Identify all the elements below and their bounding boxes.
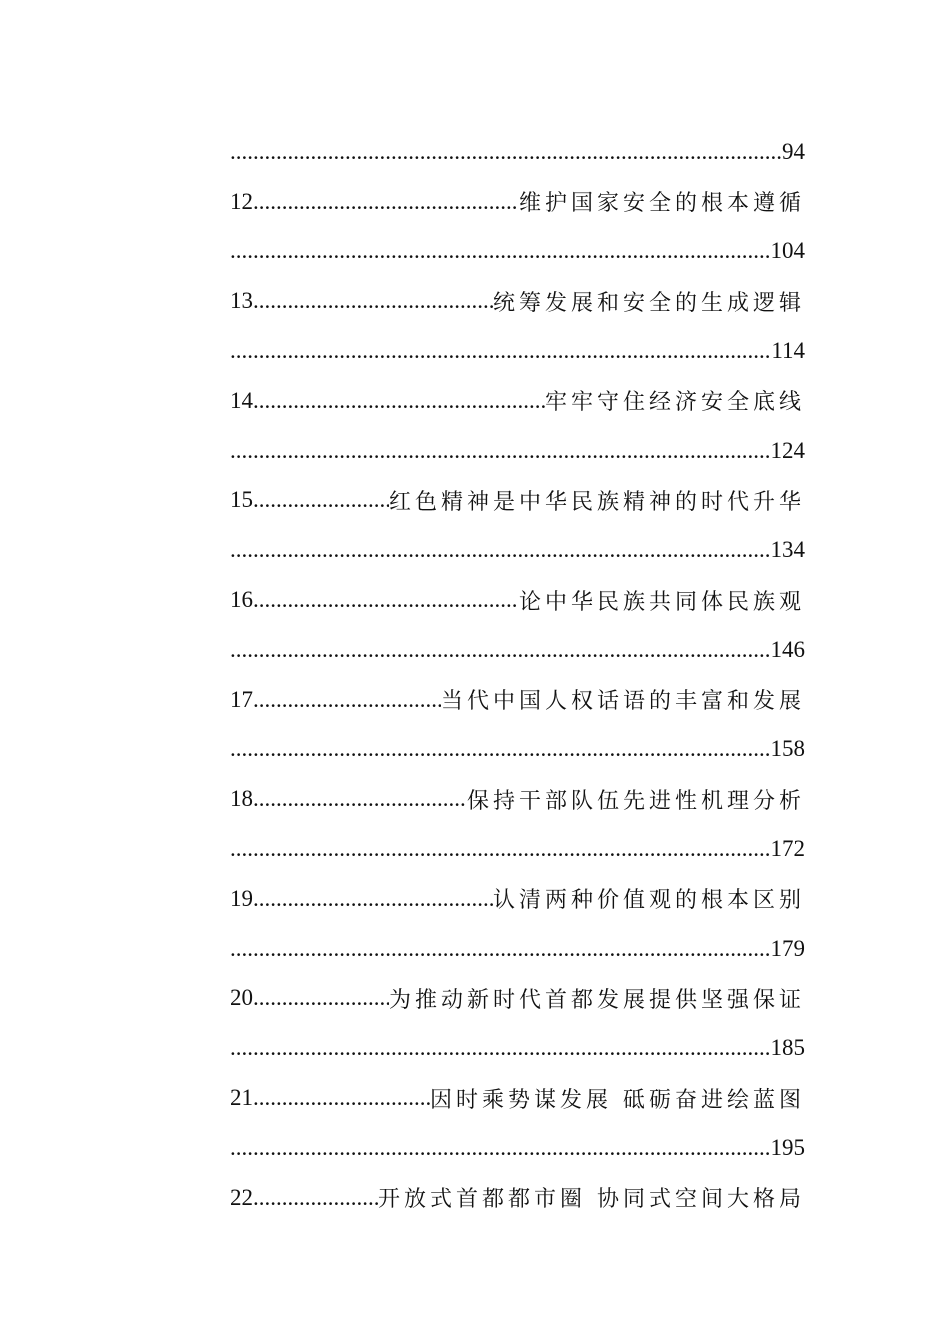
table-of-contents (230, 127, 805, 1223)
toc-entry (230, 974, 805, 1024)
dot-leader (253, 587, 519, 613)
toc-entry-number: 20 (230, 985, 253, 1011)
dot-leader (230, 139, 782, 165)
toc-entry-number: 22 (230, 1184, 253, 1210)
toc-page-number: 134 (770, 537, 805, 563)
toc-page-number: 158 (770, 736, 805, 762)
toc-page-number: 172 (770, 836, 805, 862)
toc-entry (230, 1073, 805, 1123)
toc-entry (230, 575, 805, 625)
dot-leader (230, 438, 771, 464)
toc-entry-title: 为推动新时代首都发展提供坚强保证 (388, 987, 805, 1013)
toc-page-number: 124 (770, 437, 805, 463)
toc-entry-number: 21 (230, 1085, 253, 1111)
toc-page-number: 146 (770, 636, 805, 662)
toc-entry-number: 17 (230, 686, 253, 712)
toc-entry-number: 12 (230, 188, 253, 214)
dot-leader (253, 786, 467, 812)
toc-entry (230, 177, 805, 227)
toc-page-line (230, 326, 805, 376)
toc-entry (230, 675, 805, 725)
toc-entry-title: 统筹发展和安全的生成逻辑 (492, 290, 805, 316)
dot-leader (230, 338, 771, 364)
toc-page-line (230, 127, 805, 177)
dot-leader (230, 936, 771, 962)
toc-page-line (230, 1023, 805, 1073)
dot-leader (230, 1035, 771, 1061)
toc-entry-number: 14 (230, 387, 253, 413)
toc-entry-title: 红色精神是中华民族精神的时代升华 (388, 489, 805, 515)
toc-entry-number: 16 (230, 587, 253, 613)
toc-entry-title: 维护国家安全的根本遵循 (518, 191, 805, 217)
toc-page-number: 94 (782, 138, 805, 164)
dot-leader (253, 1185, 378, 1211)
toc-entry-number: 15 (230, 487, 253, 513)
toc-entry-number: 13 (230, 288, 253, 314)
dot-leader (230, 1135, 771, 1161)
toc-page-line (230, 525, 805, 575)
toc-entry (230, 376, 805, 426)
toc-page-number: 114 (771, 338, 805, 364)
toc-page-line (230, 227, 805, 277)
dot-leader (253, 288, 493, 314)
dot-leader (230, 736, 771, 762)
toc-page-number: 104 (770, 238, 805, 264)
toc-entry (230, 476, 805, 526)
toc-entry-title: 论中华民族共同体民族观 (518, 589, 805, 615)
toc-entry-title: 因时乘势谋发展 砥砺奋进绘蓝图 (430, 1087, 805, 1113)
toc-entry (230, 874, 805, 924)
dot-leader (230, 836, 771, 862)
dot-leader (230, 637, 771, 663)
dot-leader (253, 886, 493, 912)
toc-entry (230, 276, 805, 326)
toc-entry-title: 当代中国人权话语的丰富和发展 (440, 689, 805, 715)
toc-entry-number: 19 (230, 885, 253, 911)
dot-leader (253, 487, 389, 513)
toc-page-number: 195 (770, 1134, 805, 1160)
toc-page-number: 179 (770, 935, 805, 961)
toc-page-line (230, 625, 805, 675)
dot-leader (253, 189, 519, 215)
toc-entry-title: 牢牢守住经济安全底线 (544, 390, 805, 416)
dot-leader (230, 537, 771, 563)
toc-entry-title: 开放式首都都市圈 协同式空间大格局 (378, 1187, 805, 1213)
toc-page-line (230, 426, 805, 476)
dot-leader (230, 238, 771, 264)
toc-page-line (230, 924, 805, 974)
dot-leader (253, 687, 441, 713)
toc-page-line (230, 1123, 805, 1173)
toc-page-number: 185 (770, 1035, 805, 1061)
dot-leader (253, 985, 389, 1011)
dot-leader (253, 1085, 430, 1111)
toc-page-line (230, 725, 805, 775)
toc-entry-title: 认清两种价值观的根本区别 (492, 888, 805, 914)
toc-entry (230, 1173, 805, 1223)
toc-entry (230, 774, 805, 824)
dot-leader (253, 388, 545, 414)
toc-entry-title: 保持干部队伍先进性机理分析 (466, 788, 805, 814)
toc-entry-number: 18 (230, 786, 253, 812)
toc-page-line (230, 824, 805, 874)
